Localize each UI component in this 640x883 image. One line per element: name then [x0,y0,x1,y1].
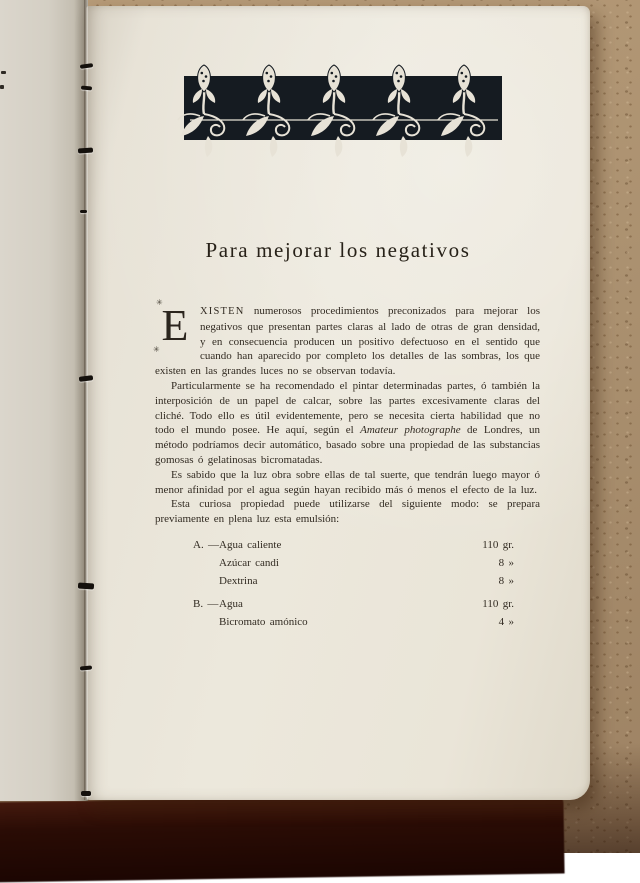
ingredient-name: Azúcar candi [219,556,279,569]
journal-name-italic: Amateur photographe [360,424,461,437]
previous-page-text-fragment [0,85,4,89]
sparkle-icon: ✳ [153,345,160,354]
ingredient-quantity: 4 » [498,616,514,629]
paragraph-3: Es sabido que la luz obra sobre ellas de tal suerte, que tendrán luego mayor ó menor afinidad por el agua según hayan recibido más ó menos el efecto de la luz. [155,468,540,496]
sparkle-icon: ✳ [156,298,163,307]
ingredient-name: Bicromato amónico [219,616,308,629]
dropcap-letter: E [161,301,189,350]
group-prefix: B. — [193,598,219,611]
paragraph-1 [153,298,540,379]
ingredient-quantity: 110 gr. [482,538,514,551]
ornamental-dropcap [153,298,195,354]
ingredient-name: Agua [219,598,243,611]
formula-row [193,536,514,554]
ingredient-quantity: 110 gr. [482,598,514,611]
formula-row [193,613,514,631]
binding-stitch [78,582,94,589]
emulsion-formula-list [193,536,514,631]
formula-group-a [193,536,514,589]
ingredient-quantity: 8 » [498,556,514,569]
paragraph-2-text-cont: de Londres, un método podríamos decir automático, basado sobre una propiedad de las substancias gomosas ó gelatinosas bicromatadas. [155,424,541,466]
binding-stitch [81,86,92,91]
table-shadow-band [0,793,565,882]
ingredient-quantity: 8 » [498,574,514,587]
book-page [86,6,590,800]
ingredient-name: Agua caliente [219,538,282,551]
binding-stitch [78,147,93,153]
underlying-page-edge [0,0,88,801]
formula-row [193,554,514,572]
body-text [153,298,541,631]
formula-row [193,572,514,590]
paragraph-2-text: Particularmente se ha recomendado el pintar determinadas partes, ó también la interposición de un papel de calcar, sobre las partes excesivamente claras del cliché. Todo ello es útil evidentemente, pero se necesita cierta habilidad que no todo el mundo posee. He aquí, según el [155,379,540,437]
dot-leader [283,554,460,566]
dot-leader [247,595,460,607]
page-title: Para mejorar los negativos [205,238,471,262]
paragraph-4: Esta curiosa propiedad puede utilizarse del siguiente modo: se prepara previamente en plena luz esta emulsión: [155,498,540,526]
floral-ornament-band [86,64,590,165]
dot-leader [312,613,460,625]
dot-leader [261,572,460,584]
ingredient-name: Dextrina [219,574,258,587]
previous-page-text-fragment [1,71,6,74]
rose-vine-ornament-icon [168,64,508,160]
dot-leader [285,536,460,548]
group-prefix: A. — [193,538,220,551]
binding-stitch [81,791,91,796]
paragraph-2 [155,379,540,468]
formula-row [193,595,514,613]
binding-seam [84,0,88,800]
formula-group-b [193,595,514,631]
binding-stitch [80,210,87,213]
paragraph-1-text: numerosos procedimientos preconizados para mejorar los negativos que presentan partes claras al lado de otras de gran densidad, y en consecuencia producen un positivo defectuoso en el sentido que cuando han aparecido por completo los detalles de las sombras, los que existen en las grandes luces no se observan todavía. [155,305,540,378]
first-word: XISTEN [200,306,245,317]
